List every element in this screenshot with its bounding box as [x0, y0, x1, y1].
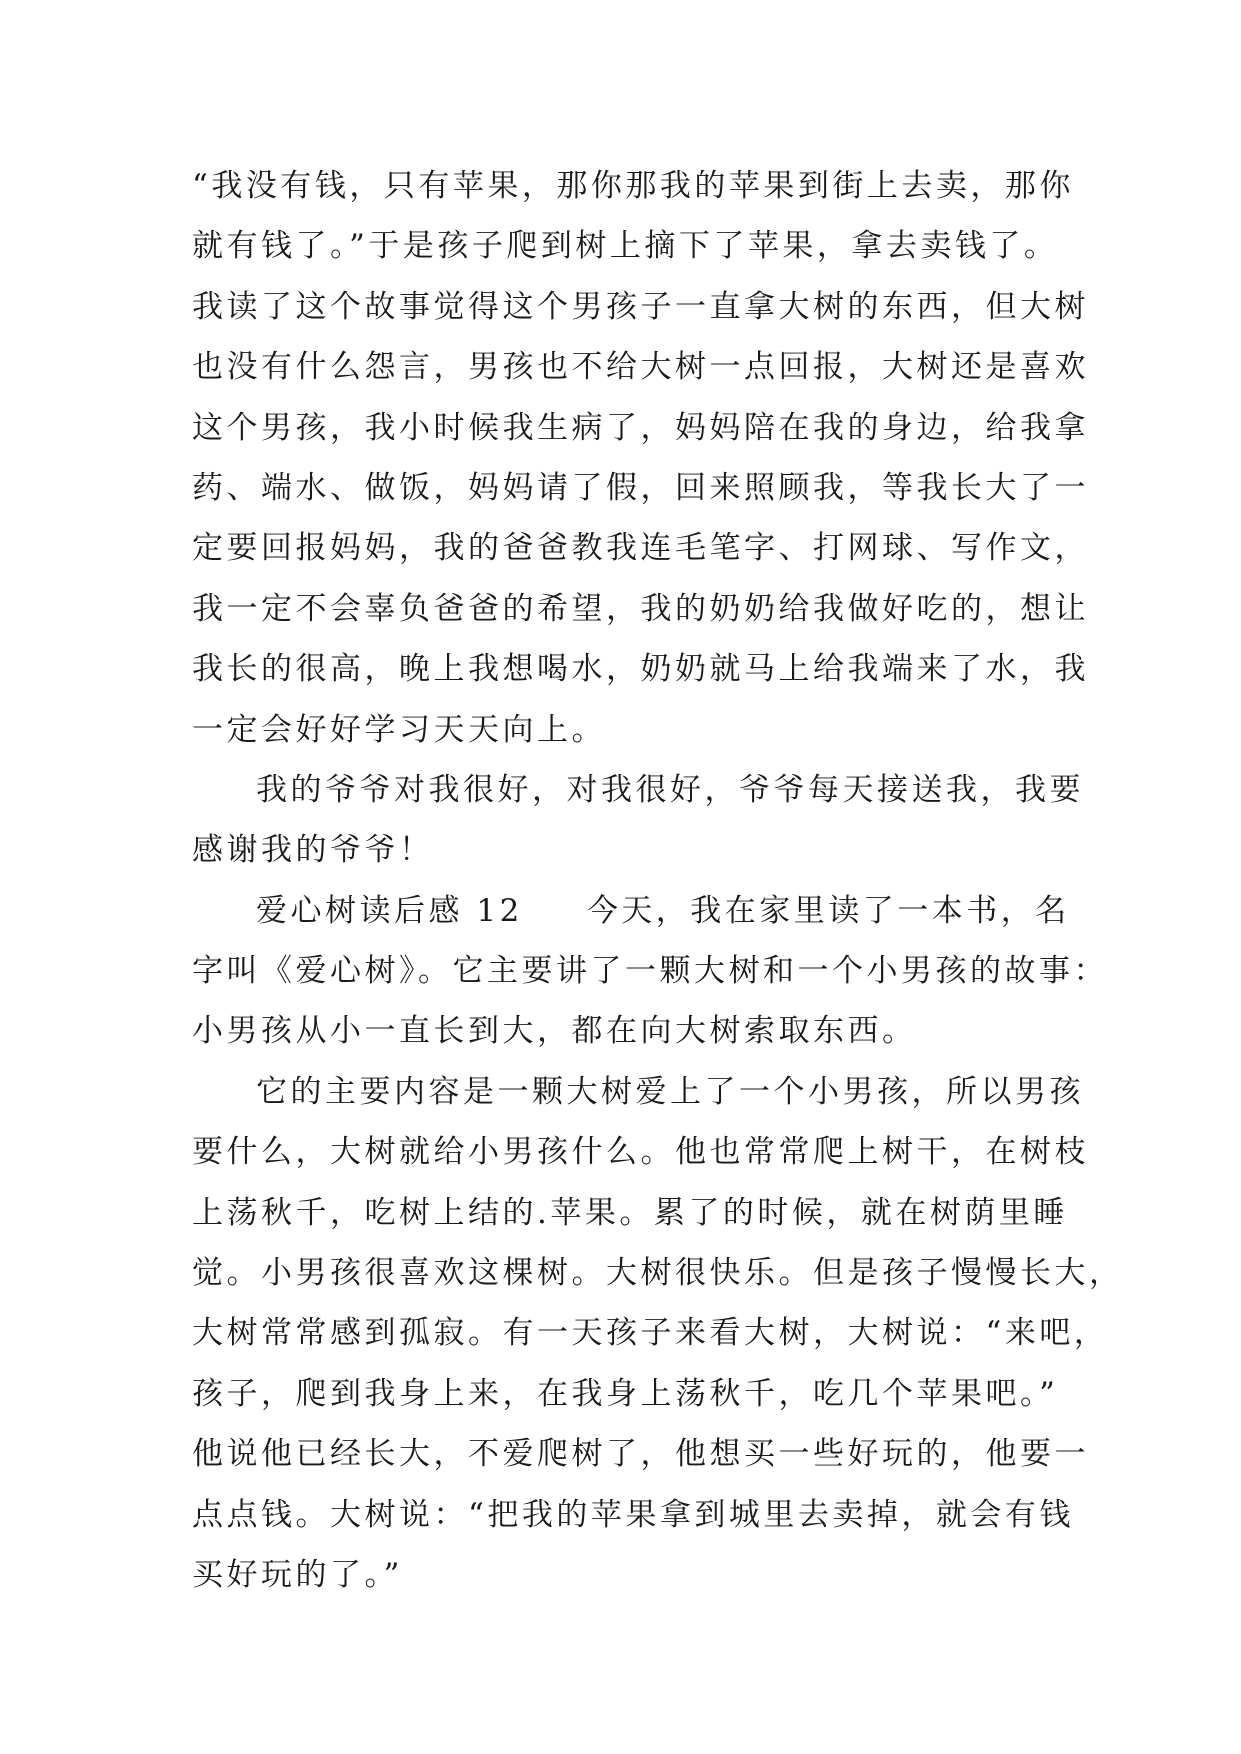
body-text — [192, 156, 1124, 1605]
text-line: 药、端水、做饭，妈妈请了假，回来照顾我，等我长大了一 — [192, 469, 1089, 506]
text-line: 我的爷爷对我很好，对我很好，爷爷每天接送我，我要 — [256, 771, 1084, 808]
text-line: 他说他已经长大，不爱爬树了，他想买一些好玩的，他要一 — [192, 1436, 1089, 1473]
text-line: 我读了这个故事觉得这个男孩子一直拿大树的东西，但大树 — [192, 288, 1089, 325]
text-line: 字叫《爱心树》。它主要讲了一颗大树和一个小男孩的故事： — [192, 953, 1108, 990]
text-line: 要什么，大树就给小男孩什么。他也常常爬上树干，在树枝 — [192, 1134, 1089, 1171]
text-line: 也没有什么怨言，男孩也不给大树一点回报，大树还是喜欢 — [192, 349, 1089, 386]
essay-heading: 爱心树读后感 12 — [256, 892, 523, 929]
text-line: 小男孩从小一直长到大，都在向大树索取东西。 — [192, 1013, 917, 1050]
text-line: 就有钱了。”于是孩子爬到树上摘下了苹果，拿去卖钱了。 — [192, 228, 1059, 265]
text-line: 这个男孩，我小时候我生病了，妈妈陪在我的身边，给我拿 — [192, 409, 1089, 446]
heading-line — [192, 881, 1072, 941]
text-line: 上荡秋千，吃树上结的.苹果。累了的时候，就在树荫里睡 — [192, 1194, 1068, 1231]
text-line: 大树常常感到孤寂。有一天孩子来看大树，大树说：“来吧， — [192, 1315, 1109, 1352]
text-line: 点点钱。大树说：“把我的苹果拿到城里去卖掉，就会有钱 — [192, 1496, 1074, 1533]
text-line: 感谢我的爷爷！ — [192, 832, 434, 869]
text-line: “我没有钱，只有苹果，那你那我的苹果到街上去卖，那你 — [192, 168, 1074, 204]
text-line: 它的主要内容是一颗大树爱上了一个小男孩，所以男孩 — [256, 1073, 1084, 1110]
text-line: 觉。小男孩很喜欢这棵树。大树很快乐。但是孩子慢慢长大， — [192, 1255, 1124, 1292]
text-line: 我长的很高，晚上我想喝水，奶奶就马上给我端来了水，我 — [192, 651, 1089, 688]
text-line: 定要回报妈妈，我的爸爸教我连毛笔字、打网球、写作文， — [192, 530, 1089, 567]
text-line: 我一定不会辜负爸爸的希望，我的奶奶给我做好吃的，想让 — [192, 590, 1089, 627]
text-line: 孩子，爬到我身上来，在我身上荡秋千，吃几个苹果吧。” — [192, 1375, 1059, 1412]
text-line: 一定会好好学习天天向上。 — [192, 711, 606, 748]
text-line: 买好玩的了。” — [192, 1556, 403, 1593]
text-line: 今天，我在家里读了一本书，名 — [586, 892, 1070, 929]
